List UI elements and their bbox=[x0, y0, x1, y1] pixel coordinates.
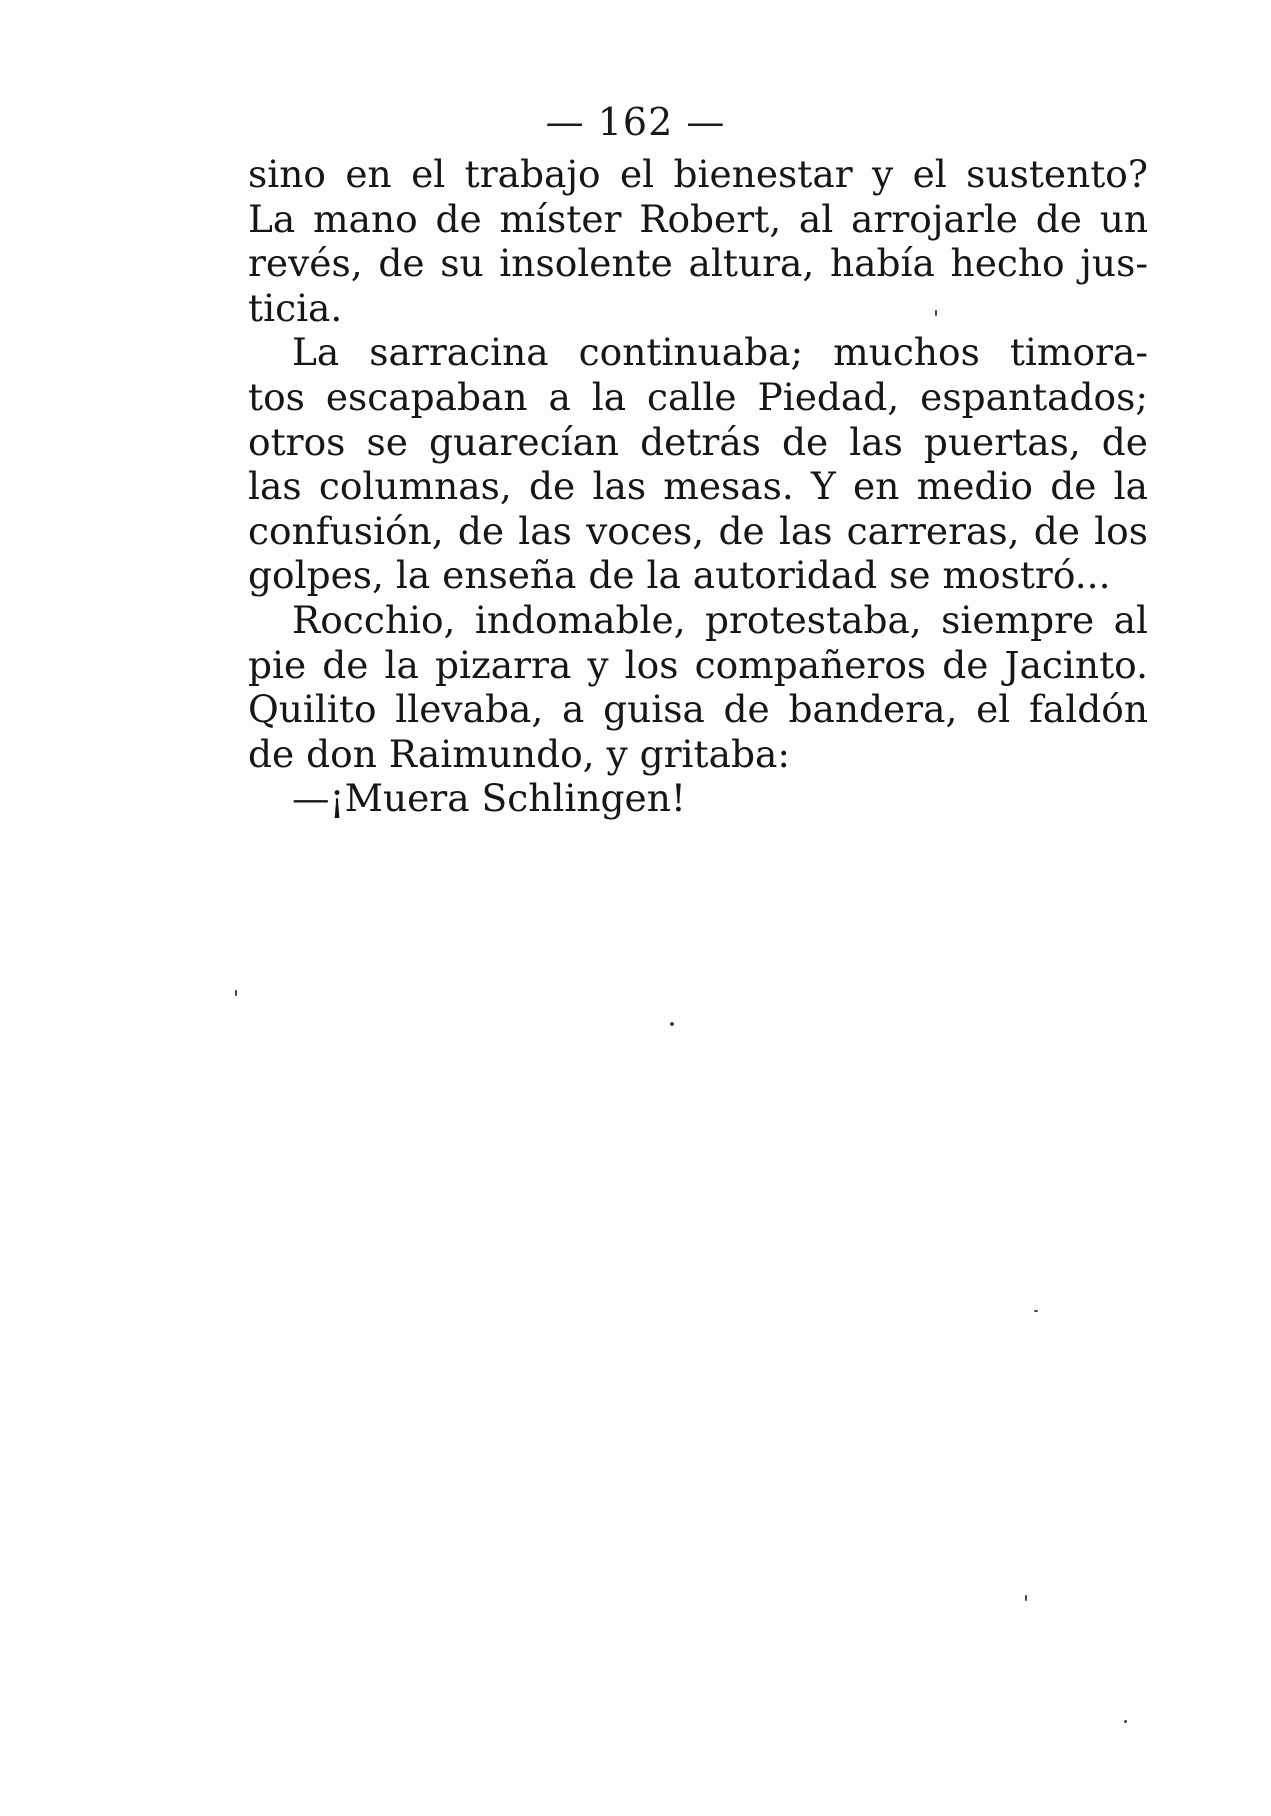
text-line-12: pie de la pizarra y los compañeros de Jacinto. bbox=[248, 642, 1148, 687]
text-line-14: de don Raimundo, y gritaba: bbox=[248, 731, 790, 776]
text-line-9: confusión, de las voces, de las carreras, de los bbox=[248, 508, 1148, 553]
text-line-1: sino en el trabajo el bienestar y el sustento? bbox=[248, 152, 1148, 196]
text-line-11: Rocchio, indomable, protestaba, siempre al bbox=[292, 597, 1148, 642]
body-text bbox=[248, 152, 1148, 821]
text-line-10: golpes, la enseña de la autoridad se mostró... bbox=[248, 553, 1111, 598]
scan-speck bbox=[1025, 1595, 1027, 1601]
text-line-8: las columnas, de las mesas. Y en medio de la bbox=[248, 464, 1148, 509]
page-number: — 162 — bbox=[545, 100, 726, 144]
text-line-15: —¡Muera Schlingen! bbox=[292, 776, 686, 821]
scan-speck bbox=[1124, 1720, 1127, 1723]
text-line-13: Quilito llevaba, a guisa de bandera, el faldón bbox=[248, 687, 1148, 732]
text-line-7: otros se guarecían detrás de las puertas, de bbox=[248, 419, 1148, 464]
text-line-2: La mano de míster Robert, al arrojarle de un bbox=[248, 196, 1148, 241]
text-line-4: ticia. bbox=[248, 285, 343, 330]
text-line-5: La sarracina continuaba; muchos timora- bbox=[292, 330, 1148, 375]
scan-speck bbox=[235, 990, 237, 996]
scan-speck bbox=[670, 1022, 674, 1026]
scan-speck bbox=[1034, 1310, 1038, 1312]
text-line-6: tos escapaban a la calle Piedad, espantados; bbox=[248, 374, 1148, 419]
scan-speck bbox=[935, 310, 937, 316]
text-line-3: revés, de su insolente altura, había hecho jus- bbox=[248, 241, 1148, 286]
